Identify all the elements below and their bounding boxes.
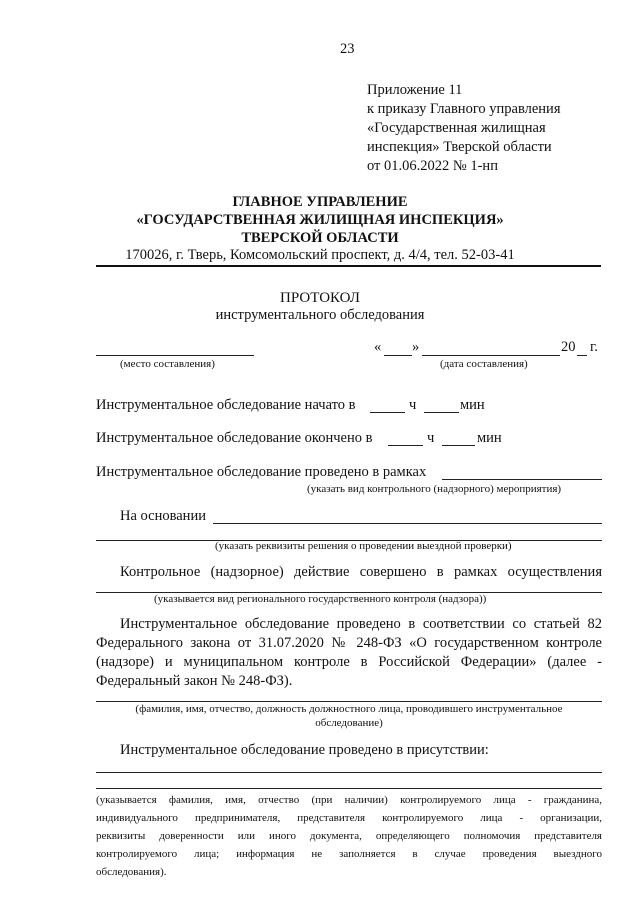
law-line: Федерального закона от 31.07.2020 № 248-ФЗ «О государственном контроле [96,635,602,651]
official-field[interactable] [96,701,602,702]
org-address: 170026, г. Тверь, Комсомольский проспект, д. 4/4, тел. 52-03-41 [125,247,515,263]
official-caption: обследование) [315,717,383,729]
note-line: обследования). [96,866,167,878]
day-field[interactable] [384,355,412,356]
month-field[interactable] [422,355,560,356]
minute-label: мин [460,397,485,413]
page-number: 23 [340,41,355,57]
doc-subtitle: инструментального обследования [215,307,425,323]
appendix-line: Приложение 11 [367,82,463,98]
presence-text: Инструментальное обследование проведено в присутствии: [120,742,489,758]
org-name-line: ГЛАВНОЕ УПРАВЛЕНИЕ [232,194,408,210]
year-suffix: г. [590,339,598,355]
appendix-line: от 01.06.2022 № 1-нп [367,158,498,174]
year-prefix: 20 [561,339,576,355]
appendix-line: инспекция» Тверской области [367,139,552,155]
appendix-line: «Государственная жилищная [367,120,546,136]
start-text: Инструментальное обследование начато в [96,397,356,413]
note-line: реквизиты доверенности или иного документа, определяющего полномочия представителя [96,830,602,842]
appendix-line: к приказу Главного управления [367,101,561,117]
presence-field-2[interactable] [96,788,602,789]
hour-label: ч [427,430,435,446]
note-line: контролируемого лица; информация не заполняется в случае проведения выездного [96,848,602,860]
presence-field[interactable] [96,772,602,773]
header-divider [96,265,601,267]
place-caption: (место составления) [120,358,215,370]
minute-label: мин [477,430,502,446]
note-line: индивидуального предпринимателя, представителя контролируемого лица - организации, [96,812,602,824]
end-minute-field[interactable] [442,445,475,446]
end-text: Инструментальное обследование окончено в [96,430,373,446]
official-caption: (фамилия, имя, отчество, должность должностного лица, проводившего инструментальное [135,703,563,715]
quote-open: « [374,339,382,355]
framework-field[interactable] [442,479,602,480]
year-field[interactable] [577,355,587,356]
place-field[interactable] [96,355,254,356]
basis-field[interactable] [213,523,602,524]
law-line: Инструментальное обследование проведено в соответствии со статьей 82 [120,616,602,632]
framework-caption: (указать вид контрольного (надзорного) мероприятия) [307,483,562,495]
org-name-line: ТВЕРСКОЙ ОБЛАСТИ [241,230,399,246]
basis-text: На основании [120,508,206,524]
hour-label: ч [409,397,417,413]
framework-text: Инструментальное обследование проведено в рамках [96,464,427,480]
end-hour-field[interactable] [388,445,423,446]
date-caption: (дата составления) [440,358,528,370]
law-line: Федеральный закон № 248-ФЗ). [96,673,293,689]
control-text: Контрольное (надзорное) действие совершено в рамках осуществления [120,564,602,580]
control-caption: (указывается вид регионального государственного контроля (надзора)) [154,593,487,605]
org-name-line: «ГОСУДАРСТВЕННАЯ ЖИЛИЩНАЯ ИНСПЕКЦИЯ» [136,212,504,228]
note-line: (указывается фамилия, имя, отчество (при наличии) контролируемого лица - гражданина, [96,794,602,806]
start-minute-field[interactable] [424,412,459,413]
quote-close: » [412,339,420,355]
basis-caption: (указать реквизиты решения о проведении выездной проверки) [215,540,512,552]
start-hour-field[interactable] [370,412,405,413]
doc-title: ПРОТОКОЛ [280,290,360,306]
law-line: (надзоре) и муниципальном контроле в Российской Федерации» (далее - [96,654,602,670]
